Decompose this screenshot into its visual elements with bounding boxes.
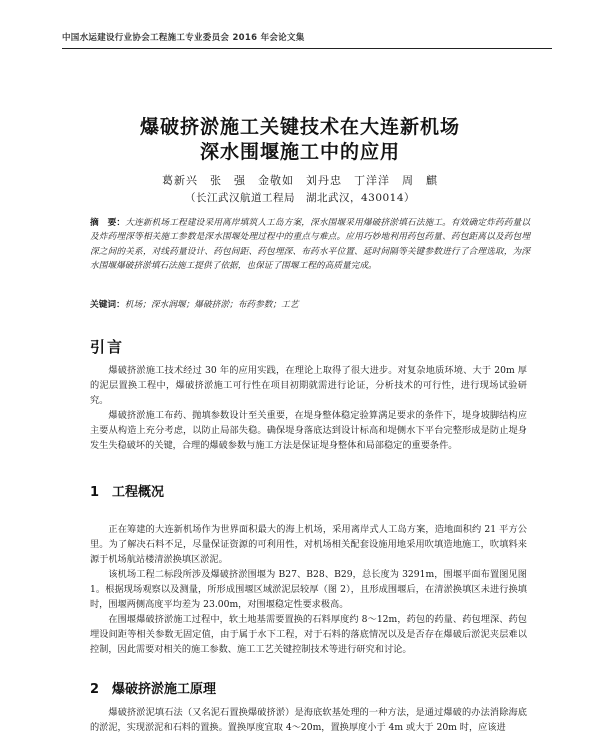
abstract: [90, 216, 530, 273]
intro-paragraph-1: 爆破挤淤施工技术经过 30 年的应用实践，在理论上取得了很大进步。对复杂地质环境、大于 20m 厚的泥层置换工程中，爆破挤淤施工可行性在项目初期就需进行论证，分析技术的可行性，进行现场试验研究。: [90, 365, 527, 406]
section-2-heading: [90, 678, 216, 697]
section-2-number: 2: [90, 682, 100, 697]
section-1-title: 工程概况: [112, 485, 165, 500]
paper-title-line-1: 爆破挤淤施工关键技术在大连新机场: [139, 116, 460, 138]
section-1-paragraph-1: 正在筹建的大连新机场作为世界面积最大的海上机场，采用离岸式人工岛方案，造地面积约 21 平方公里。为了解决石料不足，尽量保证资源的可利用性，对机场相关配套设施用地采用吹填造地施工，吹填料来源于机场航站楼清淤换填区淤泥。: [90, 524, 527, 565]
section-1-paragraph-2: 该机场工程二标段所涉及爆破挤淤围堰为 B27、B28、B29，总长度为 3291m，围堰平面布置图见图 1。根据现场观察以及测量，所形成围堰区域淤泥层较厚（图 2），且形成围堰后，在清淤换填区未进行换填时，围堰两侧高度平均差为 23.00m，对围堰稳定性要求极高。: [90, 569, 527, 610]
section-1-number: 1: [90, 485, 100, 500]
section-2-paragraph-1: 爆破挤淤泥填石法（又名泥石置换爆破挤淤）是海底软基处理的一种方法，是通过爆破的办法消除海底的淤泥，实现淤泥和石料的置换。置换厚度宜取 4～20m，置换厚度小于 4m 或大于 20m 时，应该进: [90, 707, 527, 733]
section-1-paragraph-3: 在围堰爆破挤淤施工过程中，软土地基需要置换的石料厚度约 8～12m，药包的药量、药包埋深、药包埋设间距等相关参数无固定值，由于属于水下工程，对于石料的落底情况以及是否存在爆破后淤泥夹层难以控制，因此需要对相关的施工参数、施工工艺关键控制技术等进行研究和讨论。: [90, 614, 527, 655]
intro-paragraph-2: 爆破挤淤施工布药、抛填参数设计至关重要，在堤身整体稳定验算满足要求的条件下，堤身坡脚结构应主要从构造上充分考虑，以防止局部失稳。确保堤身落底达到设计标高和堤侧水下平台完整形成是防止堤身发生失稳破坏的关键，合理的爆破参数与施工方法是保证堤身整体和局部稳定的重要条件。: [90, 410, 527, 451]
section-2-title: 爆破挤淤施工原理: [112, 682, 217, 697]
intro-heading: 引言: [90, 338, 125, 356]
running-header: 中国水运建设行业协会工程施工专业委员会 2016 年会论文集: [62, 33, 305, 43]
abstract-text: 大连新机场工程建设采用离岸填筑人工岛方案，深水围堰采用爆破挤淤填石法施工。有效确定炸药药量以及炸药埋深等相关施工参数是深水围堰处理过程中的重点与难点。应用巧妙地利用药包药量、药包距离以及药包埋深之间的关系，对线药量设计、药包间距、药包埋深、布药水平位置、延时间隔等关键参数进行了合理选取，为深水围堰爆破挤淤填石法施工提供了依据，也保证了围堰工程的高质量完成。: [90, 218, 531, 271]
abstract-label: 摘 要：: [90, 218, 126, 228]
authors: 葛新兴 张 强 金敬如 刘丹忠 丁洋洋 周 麒: [162, 174, 438, 187]
keywords: [90, 298, 530, 310]
header-rule: [62, 48, 552, 49]
paper-title-line-2: 深水围堰施工中的应用: [199, 141, 400, 163]
section-1-heading: [90, 481, 164, 500]
keywords-text: 机场；深水润堰；爆破挤淤；布药参数；工艺: [124, 300, 299, 310]
keywords-label: 关键词：: [90, 300, 125, 310]
affiliation: （长江武汉航道工程局 湖北武汉，430014）: [184, 192, 416, 204]
